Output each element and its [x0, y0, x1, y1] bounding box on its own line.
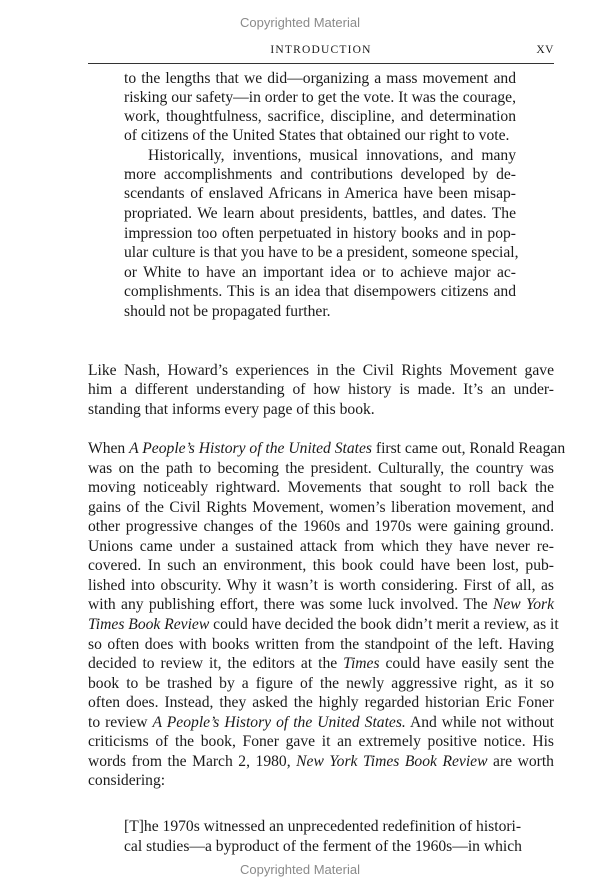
body-line [88, 615, 559, 634]
quote-line: risking our safety—in order to get the vote. It was the courage, [124, 89, 516, 106]
body-line [88, 595, 554, 614]
italic-title-text: New York Times Book Review [296, 753, 488, 770]
quote-line: more accomplishments and contributions developed by de- [124, 166, 516, 183]
quote-line: cal studies—a byproduct of the ferment of the 1960s—in which [124, 838, 522, 855]
body-text: could have decided the book didn’t merit a review, as it [209, 616, 559, 633]
body-line: Like Nash, Howard’s experiences in the Civil Rights Movement gave [88, 362, 554, 379]
body-text: often does. Instead, they asked the highly regarded historian Eric Foner [88, 694, 554, 711]
body-line [88, 771, 554, 790]
italic-title-text: Times [343, 655, 380, 672]
copyright-watermark-top: Copyrighted Material [240, 15, 360, 30]
body-line [88, 635, 554, 654]
quote-line: of citizens of the United States that obtained our right to vote. [124, 127, 510, 144]
body-text: other progressive changes of the 1960s and 1970s were gaining ground. [88, 518, 554, 535]
body-text: covered. In such an environment, this book could have been lost, pub- [88, 557, 554, 574]
body-text: to review [88, 714, 153, 731]
quote-line: complishments. This is an idea that disempowers citizens and [124, 283, 516, 300]
body-line [88, 439, 566, 458]
italic-title-text: A People’s History of the United States [129, 440, 372, 457]
quote-line: to the lengths that we did—organizing a mass movement and [124, 70, 516, 87]
italic-title-text: New York [492, 596, 554, 613]
body-text: book to be trashed by a figure of the newly aggressive right, as it so [88, 675, 554, 692]
quote-line: should not be propagated further. [124, 303, 331, 320]
body-text: criticisms of the book, Foner gave it an extremely positive notice. His [88, 733, 554, 750]
quote-line: or White to have an important idea or to achieve major ac- [124, 264, 516, 281]
italic-title-text: Times Book Review [88, 616, 210, 633]
body-line [88, 478, 554, 497]
page-number: XV [536, 44, 554, 56]
body-text: first came out, Ronald Reagan [371, 440, 566, 457]
body-text: gains of the Civil Rights Movement, women’s liberation movement, and [88, 499, 554, 516]
quote-line: work, thoughtfulness, sacrifice, discipline, and determination [124, 108, 516, 125]
body-line [88, 517, 554, 536]
chapter-title: INTRODUCTION [270, 44, 372, 56]
quote-line: [T]he 1970s witnessed an unprecedented redefinition of histori- [124, 818, 522, 835]
body-line: standing that informs every page of this book. [88, 401, 375, 418]
body-line [88, 576, 554, 595]
copyright-watermark-bottom: Copyrighted Material [240, 862, 360, 877]
quote-line: propriated. We learn about presidents, battles, and dates. The [124, 205, 516, 222]
body-line [88, 654, 554, 673]
body-line: him a different understanding of how history is made. It’s an under- [88, 381, 554, 398]
body-line [88, 556, 554, 575]
quote-line: ular culture is that you have to be a president, someone special, [124, 244, 519, 261]
body-line [88, 732, 554, 751]
body-text: could have easily sent the [379, 655, 554, 672]
body-text: words from the March 2, 1980, [88, 753, 297, 770]
body-text: lished into obscurity. Why it wasn’t is worth considering. First of all, as [88, 577, 554, 594]
body-line [88, 713, 554, 732]
body-line [88, 752, 554, 771]
body-line [88, 459, 554, 478]
italic-title-text: A People’s History of the United States. [152, 714, 406, 731]
header-rule [88, 63, 554, 64]
quote-line: impression too often perpetuated in history books and in pop- [124, 225, 516, 242]
body-text: Unions came under a sustained attack from which they have never re- [88, 538, 554, 555]
body-text: considering: [88, 772, 166, 789]
body-text: And while not without [405, 714, 555, 731]
body-text: moving noticeably rightward. Movements that sought to roll back the [88, 479, 554, 496]
quote-line: Historically, inventions, musical innovations, and many [148, 147, 516, 164]
body-text: are worth [487, 753, 554, 770]
body-text: decided to review it, the editors at the [88, 655, 344, 672]
body-text: with any publishing effort, there was some luck involved. The [88, 596, 493, 613]
body-text: When [88, 440, 130, 457]
body-line [88, 498, 554, 517]
body-text: so often does with books written from the standpoint of the left. Having [88, 636, 554, 653]
body-line [88, 693, 554, 712]
body-line [88, 674, 554, 693]
body-text: was on the path to becoming the president. Culturally, the country was [88, 460, 554, 477]
quote-line: scendants of enslaved Africans in America have been misap- [124, 185, 516, 202]
body-line [88, 537, 554, 556]
running-header [88, 44, 554, 60]
